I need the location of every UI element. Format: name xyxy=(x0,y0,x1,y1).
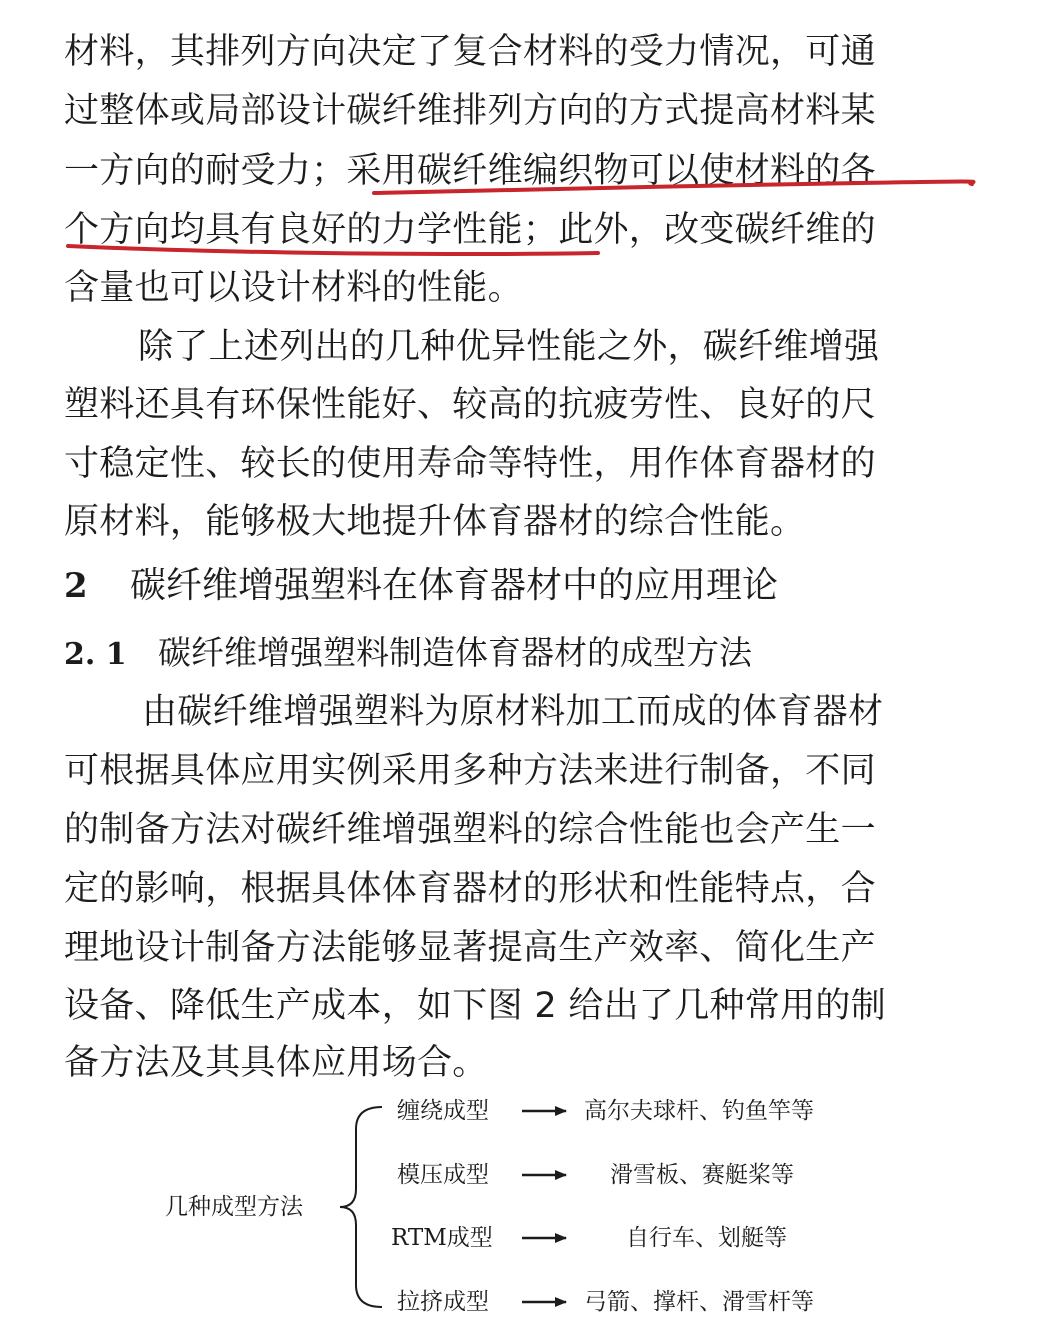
application-label: 弓箭、撑杆、滑雪杆等 xyxy=(584,1289,814,1315)
paragraph2-line2: 塑料还具有环保性能好、较高的抗疲劳性、良好的尺 xyxy=(64,385,876,425)
method-label: 模压成型 xyxy=(397,1162,489,1188)
paragraph2-line4: 原材料，能够极大地提升体育器材的综合性能。 xyxy=(64,502,806,542)
application-label: 滑雪板、赛艇桨等 xyxy=(610,1162,794,1188)
highlighted-text-1: 采用碳纤维编织物可以使材料的各 xyxy=(346,151,876,191)
forming-methods-diagram xyxy=(0,1085,1047,1328)
section-2-title: 碳纤维增强塑料在体育器材中的应用理论 xyxy=(130,565,779,606)
method-label: 缠绕成型 xyxy=(397,1098,489,1124)
paragraph1-line5: 含量也可以设计材料的性能。 xyxy=(64,268,523,308)
paragraph1-line4-plain: 此外，改变碳纤维的 xyxy=(558,210,876,250)
underline-stroke-2 xyxy=(68,246,598,254)
application-label: 高尔夫球杆、钓鱼竿等 xyxy=(584,1098,814,1124)
paragraph2-line1: 除了上述列出的几种优异性能之外，碳纤维增强 xyxy=(138,327,880,367)
paragraph3-line4: 定的影响，根据具体体育器材的形状和性能特点，合 xyxy=(64,869,876,909)
paragraph3-line1: 由碳纤维增强塑料为原材料加工而成的体育器材 xyxy=(142,692,884,732)
application-label: 自行车、划艇等 xyxy=(626,1225,787,1251)
paragraph3-line6: 设备、降低生产成本，如下图 2 给出了几种常用的制 xyxy=(64,986,887,1026)
section-2-1-title: 碳纤维增强塑料制造体育器材的成型方法 xyxy=(158,633,752,672)
paragraph3-line3: 的制备方法对碳纤维增强塑料的综合性能也会产生一 xyxy=(64,810,876,850)
diagram-lines xyxy=(0,1085,1047,1328)
curly-brace xyxy=(340,1107,382,1307)
paragraph1-line3-plain: 一方向的耐受力； xyxy=(64,151,347,191)
method-label: RTM成型 xyxy=(391,1225,493,1251)
section-2-number: 2 xyxy=(64,566,88,606)
paragraph1-line1: 材料，其排列方向决定了复合材料的受力情况，可通 xyxy=(64,32,876,72)
method-label: 拉挤成型 xyxy=(397,1289,489,1315)
paragraph1-line2: 过整体或局部设计碳纤维排列方向的方式提高材料某 xyxy=(64,91,876,131)
diagram-root-label: 几种成型方法 xyxy=(165,1194,303,1220)
paragraph3-line2: 可根据具体应用实例采用多种方法来进行制备，不同 xyxy=(64,751,876,791)
underline-stroke-1 xyxy=(374,181,973,193)
highlighted-text-2: 个方向均具有良好的力学性能； xyxy=(64,210,559,250)
red-underline-annotation xyxy=(0,0,1047,300)
section-2-1-heading xyxy=(64,634,752,674)
section-2-1-number: 2. 1 xyxy=(64,637,127,672)
paragraph3-line5: 理地设计制备方法能够显著提高生产效率、简化生产 xyxy=(64,928,876,968)
paragraph3-line7: 备方法及其具体应用场合。 xyxy=(64,1043,488,1083)
paragraph2-line3: 寸稳定性、较长的使用寿命等特性，用作体育器材的 xyxy=(64,444,876,484)
section-2-heading xyxy=(64,565,778,607)
